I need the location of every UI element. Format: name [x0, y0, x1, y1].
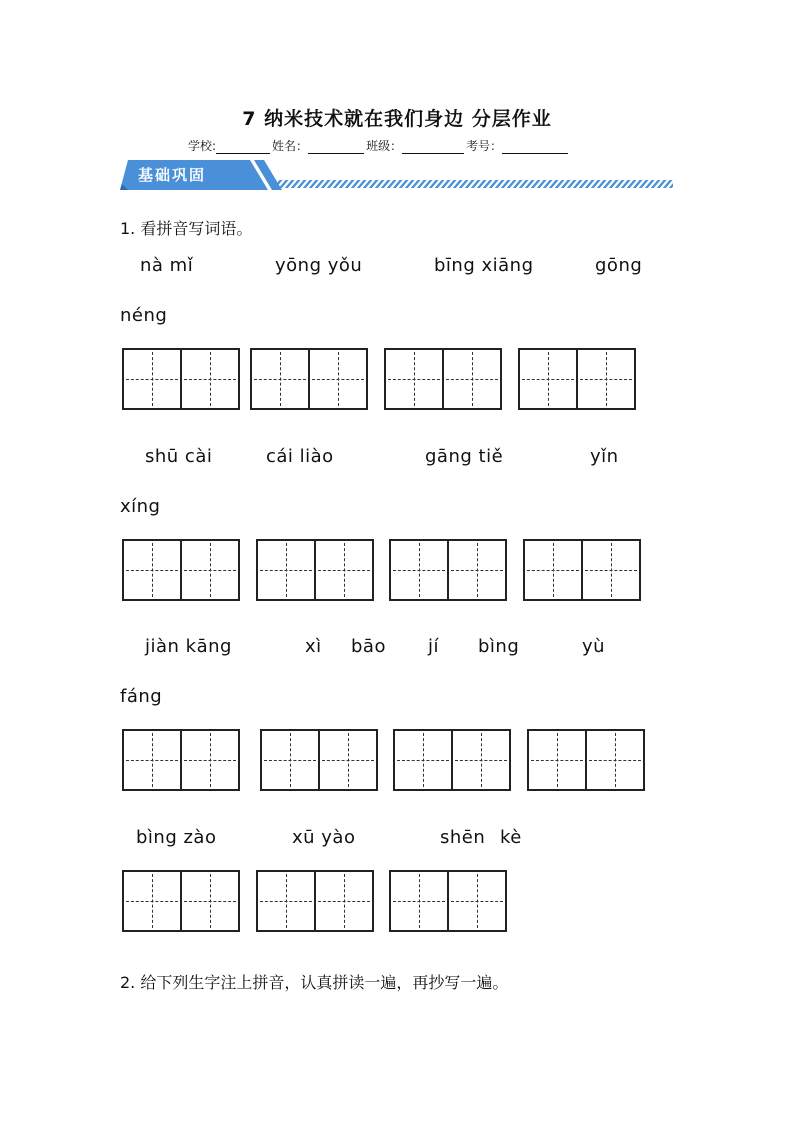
exam-no-label: 考号： — [466, 139, 503, 153]
pinyin-word: cái liào — [266, 446, 334, 467]
tianzige-box[interactable] — [256, 870, 374, 932]
banner-hatch-line — [273, 180, 673, 188]
pinyin-word: bìng — [478, 636, 520, 657]
school-label: 学校: — [188, 139, 217, 153]
tianzige-box[interactable] — [256, 539, 374, 601]
tianzige-box[interactable] — [389, 539, 507, 601]
pinyin-word: néng — [120, 305, 168, 326]
class-label: 班级： — [366, 139, 403, 153]
class-blank[interactable] — [402, 141, 464, 154]
pinyin-word: yù — [582, 636, 606, 657]
tianzige-box[interactable] — [389, 870, 507, 932]
tianzige-box[interactable] — [122, 539, 240, 601]
pinyin-word: xì — [305, 636, 322, 657]
pinyin-word: jí — [428, 636, 440, 657]
exam-no-blank[interactable] — [502, 141, 568, 154]
question-1: 1. 看拼音写词语。 — [120, 219, 253, 238]
pinyin-word: bìng zào — [136, 827, 217, 848]
pinyin-word: yōng yǒu — [275, 255, 363, 276]
pinyin-word: bīng xiāng — [434, 255, 534, 276]
question-2: 2. 给下列生字注上拼音，认真拼读一遍，再抄写一遍。 — [120, 973, 509, 992]
tianzige-box[interactable] — [122, 348, 240, 410]
tianzige-box[interactable] — [523, 539, 641, 601]
pinyin-word: xíng — [120, 496, 161, 517]
tianzige-box[interactable] — [393, 729, 511, 791]
tianzige-box[interactable] — [260, 729, 378, 791]
tianzige-box[interactable] — [122, 729, 240, 791]
pinyin-word: bāo — [351, 636, 386, 657]
name-blank[interactable] — [308, 141, 364, 154]
page-title: 7 纳米技术就在我们身边 分层作业 — [242, 108, 552, 130]
pinyin-word: fáng — [120, 686, 163, 707]
pinyin-word: nà mǐ — [140, 255, 194, 276]
student-info-line — [188, 137, 570, 154]
pinyin-word: shū cài — [145, 446, 213, 467]
tianzige-box[interactable] — [527, 729, 645, 791]
name-label: 姓名： — [272, 139, 309, 153]
tianzige-box[interactable] — [384, 348, 502, 410]
pinyin-word: gōng — [595, 255, 643, 276]
pinyin-word: jiàn kāng — [145, 636, 232, 657]
pinyin-word: gāng tiě — [425, 446, 504, 467]
pinyin-word: kè — [500, 827, 522, 848]
pinyin-word: yǐn — [590, 446, 619, 467]
tianzige-box[interactable] — [518, 348, 636, 410]
section-label: 基础巩固 — [138, 166, 207, 184]
tianzige-box[interactable] — [122, 870, 240, 932]
pinyin-word: shēn — [440, 827, 486, 848]
tianzige-box[interactable] — [250, 348, 368, 410]
pinyin-word: xū yào — [292, 827, 356, 848]
school-blank[interactable] — [216, 141, 270, 154]
